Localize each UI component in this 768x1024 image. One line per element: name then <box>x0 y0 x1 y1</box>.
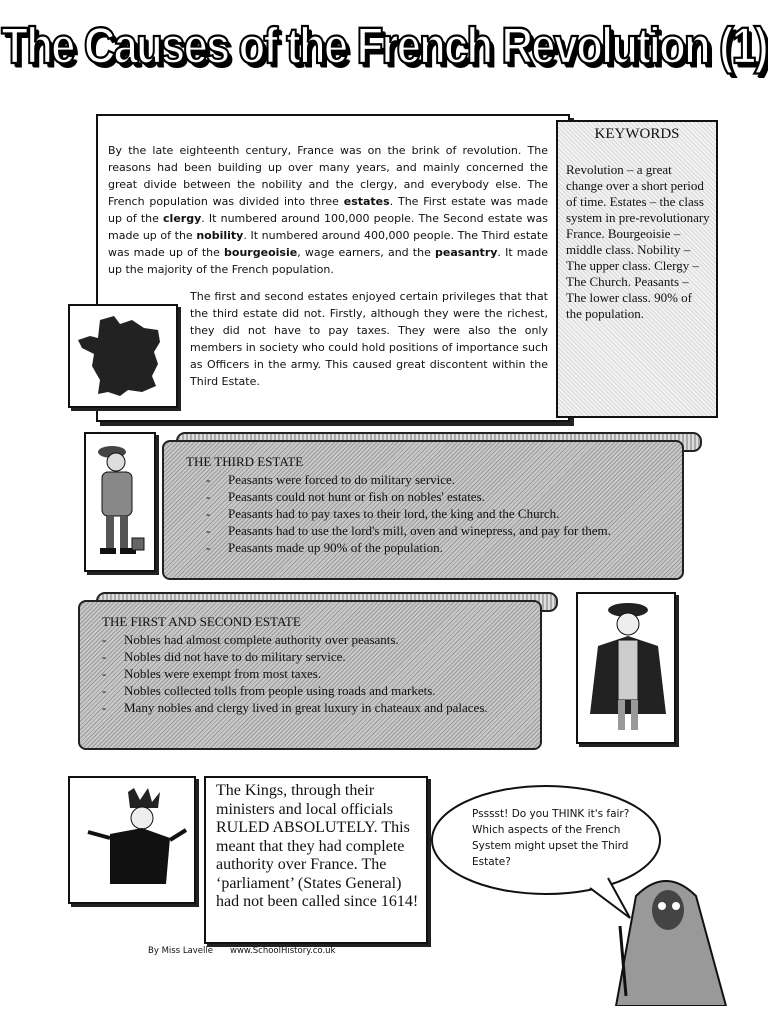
king-figure-icon <box>68 776 196 904</box>
intro-paragraph-2: The first and second estates enjoyed certain privileges that that the third estate did not. Firstly, although they were the richest, they did not have to pay taxes. They were also the only members in society who could hold positions of importance such as Officers in the army. This caused great discontent within the Third Estate. <box>190 290 548 388</box>
intro-text-e: , wage earners, and the <box>297 246 435 259</box>
speech-bubble-text: Psssst! Do you THINK it's fair? Which aspects of the French System might upset the Third Estate? <box>472 808 630 868</box>
list-item: - Peasants could not hunt or fish on nobles' estates. <box>206 488 611 505</box>
list-item: - Nobles did not have to do military service. <box>124 648 524 665</box>
first-second-estate-list <box>124 631 524 716</box>
third-estate-scroll <box>162 440 684 580</box>
kings-absolute-rule-box <box>204 776 428 944</box>
keywords-panel <box>556 120 718 418</box>
peasant-figure-icon <box>84 432 156 572</box>
intro-text-c: . It numbered around 100,000 people. The Second estate was made up of the <box>108 212 548 242</box>
intro-text-f: . It made up the majority of the French population. <box>108 246 548 276</box>
first-second-estate-title: THE FIRST AND SECOND ESTATE <box>102 614 301 629</box>
list-item: - Peasants made up 90% of the population. <box>206 539 611 556</box>
intro-paragraph-1 <box>108 142 548 278</box>
intro-text-b: . The First estate was made up of the <box>108 195 548 225</box>
term-nobility: nobility <box>196 229 244 242</box>
first-second-estate-scroll <box>78 600 542 750</box>
intro-text-a: By the late eighteenth century, France was on the brink of revolution. The reasons had been building up over many years, and mainly concerned the great divide between the nobility and the clergy, and everybody else. The French population was divided into three <box>108 144 548 208</box>
list-item: - Nobles collected tolls from people using roads and markets. <box>124 682 524 699</box>
list-item: - Peasants had to use the lord's mill, oven and winepress, and pay for them. <box>206 522 611 539</box>
hooded-figure-icon <box>596 866 756 1006</box>
list-item: - Peasants were forced to do military service. <box>206 471 611 488</box>
third-estate-title: THE THIRD ESTATE <box>186 454 304 469</box>
third-estate-list <box>206 471 611 556</box>
kings-text: The Kings, through their ministers and local officials RULED ABSOLUTELY. This meant that they had complete authority over France. The ‘parliament’ (States General) had not been called since 1614! <box>216 782 419 910</box>
list-item: - Nobles were exempt from most taxes. <box>124 665 524 682</box>
term-peasantry: peasantry <box>435 246 498 259</box>
page-title: The Causes of the French Revolution (1) <box>1 18 767 75</box>
term-estates: estates <box>343 195 390 208</box>
footer-site: www.SchoolHistory.co.uk <box>230 946 336 956</box>
france-map-icon <box>68 304 178 408</box>
term-clergy: clergy <box>163 212 202 225</box>
list-item: - Many nobles and clergy lived in great luxury in chateaux and palaces. <box>124 699 524 716</box>
keywords-heading: KEYWORDS <box>594 126 680 142</box>
list-item: - Peasants had to pay taxes to their lord, the king and the Church. <box>206 505 611 522</box>
footer-author: By Miss Lavelle <box>148 946 213 956</box>
keywords-body: Revolution – a great change over a short period of time. Estates – the class system in pre-revolutionary France. Bourgeoisie – middle class. Nobility – The upper class. Clergy – The Church. Peasants – The lower class. 90% of the population. <box>566 162 710 321</box>
list-item: - Nobles had almost complete authority over peasants. <box>124 631 524 648</box>
term-bourgeoisie: bourgeoisie <box>224 246 298 259</box>
noble-figure-icon <box>576 592 676 744</box>
intro-text-d: . It numbered around 400,000 people. The Third estate was made up of the <box>108 229 548 259</box>
